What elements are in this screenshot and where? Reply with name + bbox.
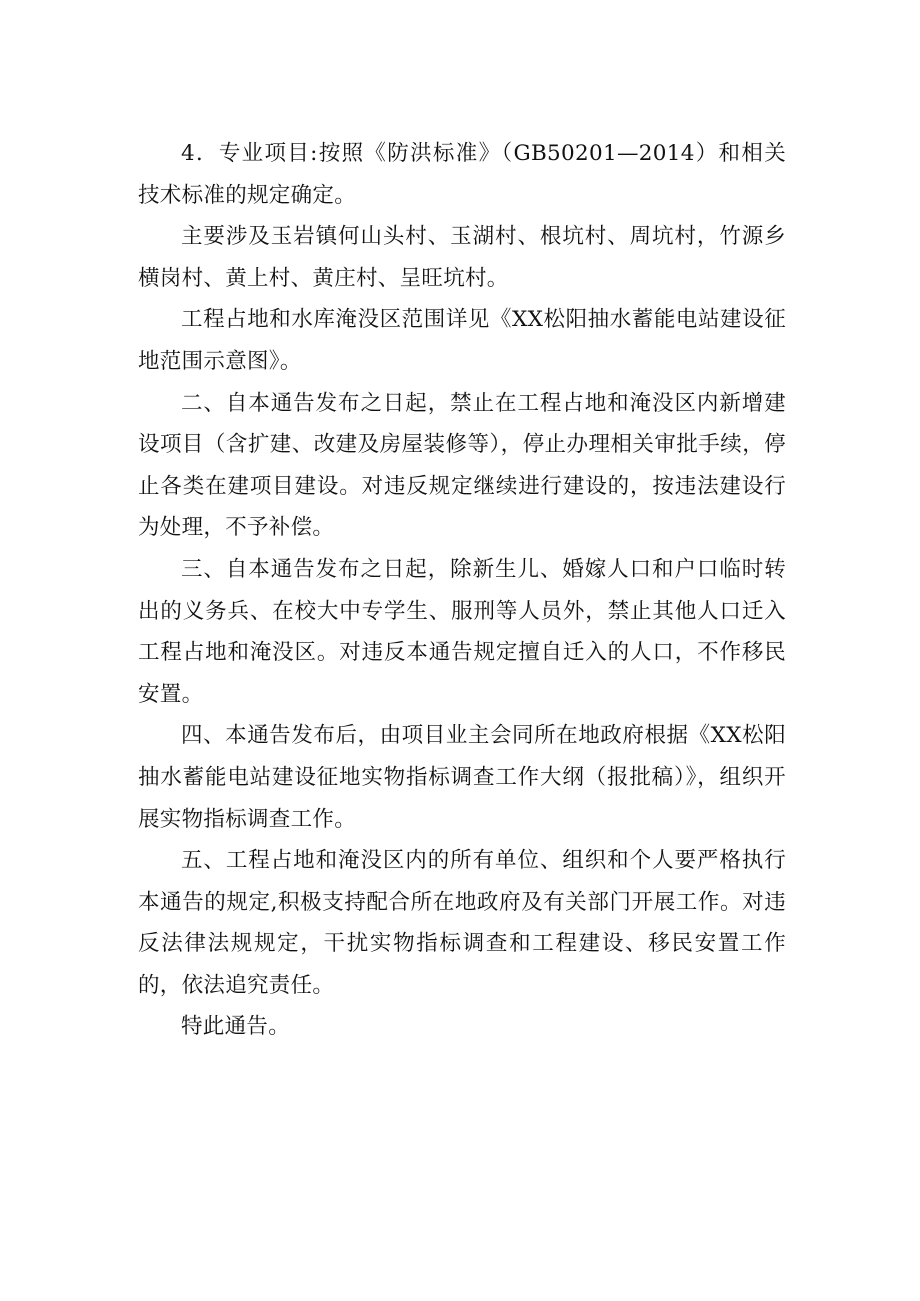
paragraph-affected-villages: 主要涉及玉岩镇何山头村、玉湖村、根坑村、周坑村，竹源乡横岗村、黄上村、黄庄村、呈旺坑村。 xyxy=(138,224,786,291)
paragraph-closing: 特此通告。 xyxy=(181,1014,291,1040)
document-body xyxy=(138,133,786,1048)
paragraph-section-five-compliance: 五、工程占地和淹没区内的所有单位、组织和个人要严格执行本通告的规定,积极支持配合所在地政府及有关部门开展工作。对违反法律法规规定，干扰实物指标调查和工程建设、移民安置工作的，依法追究责任。 xyxy=(138,848,786,998)
paragraph-section-two-construction-ban: 二、自本通告发布之日起，禁止在工程占地和淹没区内新增建设项目（含扩建、改建及房屋装修等），停止办理相关审批手续，停止各类在建项目建设。对违反规定继续进行建设的，按违法建设行为处理，不予补偿。 xyxy=(138,390,786,541)
paragraph-scope-map-reference: 工程占地和水库淹没区范围详见《XX松阳抽水蓄能电站建设征地范围示意图》。 xyxy=(138,307,786,374)
paragraph-section-four-survey: 四、本通告发布后，由项目业主会同所在地政府根据《XX松阳抽水蓄能电站建设征地实物指标调查工作大纲（报批稿）》，组织开展实物指标调查工作。 xyxy=(138,723,786,832)
paragraph-professional-projects: 4．专业项目:按照《防洪标准》（GB50201—2014）和相关技术标准的规定确定。 xyxy=(138,141,786,208)
paragraph-section-three-migration-ban: 三、自本通告发布之日起，除新生儿、婚嫁人口和户口临时转出的义务兵、在校大中专学生、服刑等人员外，禁止其他人口迁入工程占地和淹没区。对违反本通告规定擅自迁入的人口，不作移民安置。 xyxy=(138,556,786,707)
